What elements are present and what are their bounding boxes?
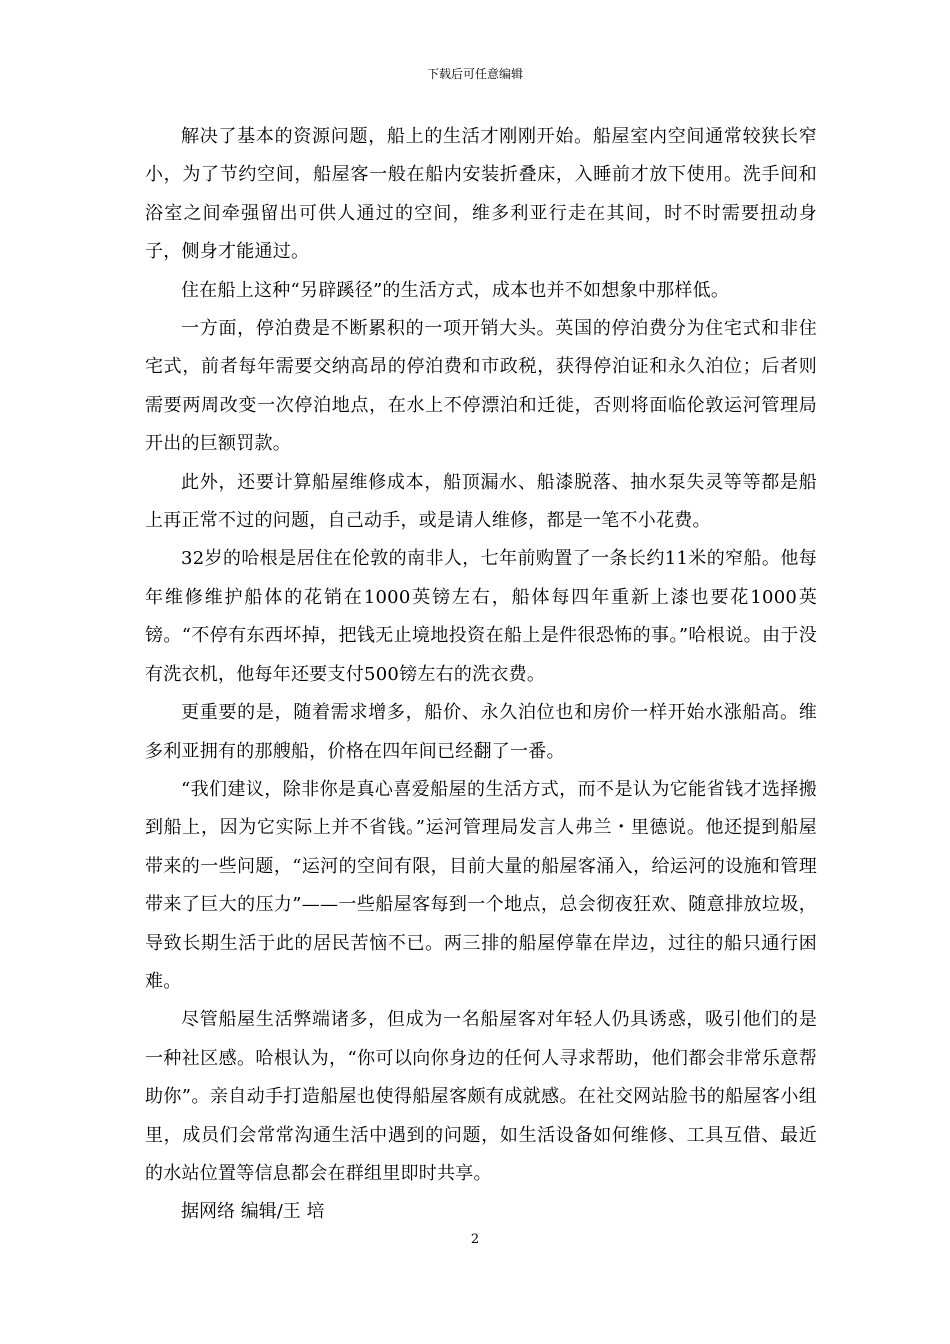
paragraph: 尽管船屋生活弊端诸多，但成为一名船屋客对年轻人仍具诱惑，吸引他们的是一种社区感。哈根认为，“你可以向你身边的任何人寻求帮助，他们都会非常乐意帮助你”。亲自动手打造船屋也使得船屋客颇有成就感。在社交网站脸书的船屋客小组里，成员们会常常沟通生活中遇到的问题，如生活设备如何维修、工具互借、最近的水站位置等信息都会在群组里即时共享。 [145, 1009, 817, 1184]
paragraph: 32岁的哈根是居住在伦敦的南非人，七年前购置了一条长约11米的窄船。他每年维修维护船体的花销在1000英镑左右，船体每四年重新上漆也要花1000英镑。“不停有东西坏掉，把钱无止境地投资在船上是件很恐怖的事。”哈根说。由于没有洗衣机，他每年还要支付500镑左右的洗衣费。 [145, 548, 817, 685]
article-body [145, 118, 817, 1232]
page-number: 2 [470, 1232, 480, 1247]
paragraph: 此外，还要计算船屋维修成本，船顶漏水、船漆脱落、抽水泵失灵等等都是船上再正常不过的问题，自己动手，或是请人维修，都是一笔不小花费。 [145, 471, 817, 532]
paragraph: 一方面，停泊费是不断累积的一项开销大头。英国的停泊费分为住宅式和非住宅式，前者每年需要交纳高昂的停泊费和市政税，获得停泊证和永久泊位；后者则需要两周改变一次停泊地点，在水上不停漂泊和迁徙，否则将面临伦敦运河管理局开出的巨额罚款。 [145, 318, 817, 455]
page-header-note: 下载后可任意编辑 [426, 67, 523, 81]
paragraph: 更重要的是，随着需求增多，船价、永久泊位也和房价一样开始水涨船高。维多利亚拥有的那艘船，价格在四年间已经翻了一番。 [145, 702, 817, 762]
byline: 据网络 编辑/王 培 [181, 1201, 325, 1223]
paragraph: 解决了基本的资源问题，船上的生活才刚刚开始。船屋室内空间通常较狭长窄小，为了节约空间，船屋客一般在船内安装折叠床，入睡前才放下使用。洗手间和浴室之间牵强留出可供人通过的空间，维多利亚行走在其间，时不时需要扭动身子，侧身才能通过。 [145, 126, 817, 263]
paragraph: 住在船上这种“另辟蹊径”的生活方式，成本也并不如想象中那样低。 [181, 279, 730, 301]
paragraph: “我们建议，除非你是真心喜爱船屋的生活方式，而不是认为它能省钱才选择搬到船上，因为它实际上并不省钱。”运河管理局发言人弗兰・里德说。他还提到船屋带来的一些问题，“运河的空间有限，目前大量的船屋客涌入，给运河的设施和管理带来了巨大的压力”——一些船屋客每到一个地点，总会彻夜狂欢、随意排放垃圾，导致长期生活于此的居民苦恼不已。两三排的船屋停靠在岸边，过往的船只通行困难。 [145, 778, 817, 992]
